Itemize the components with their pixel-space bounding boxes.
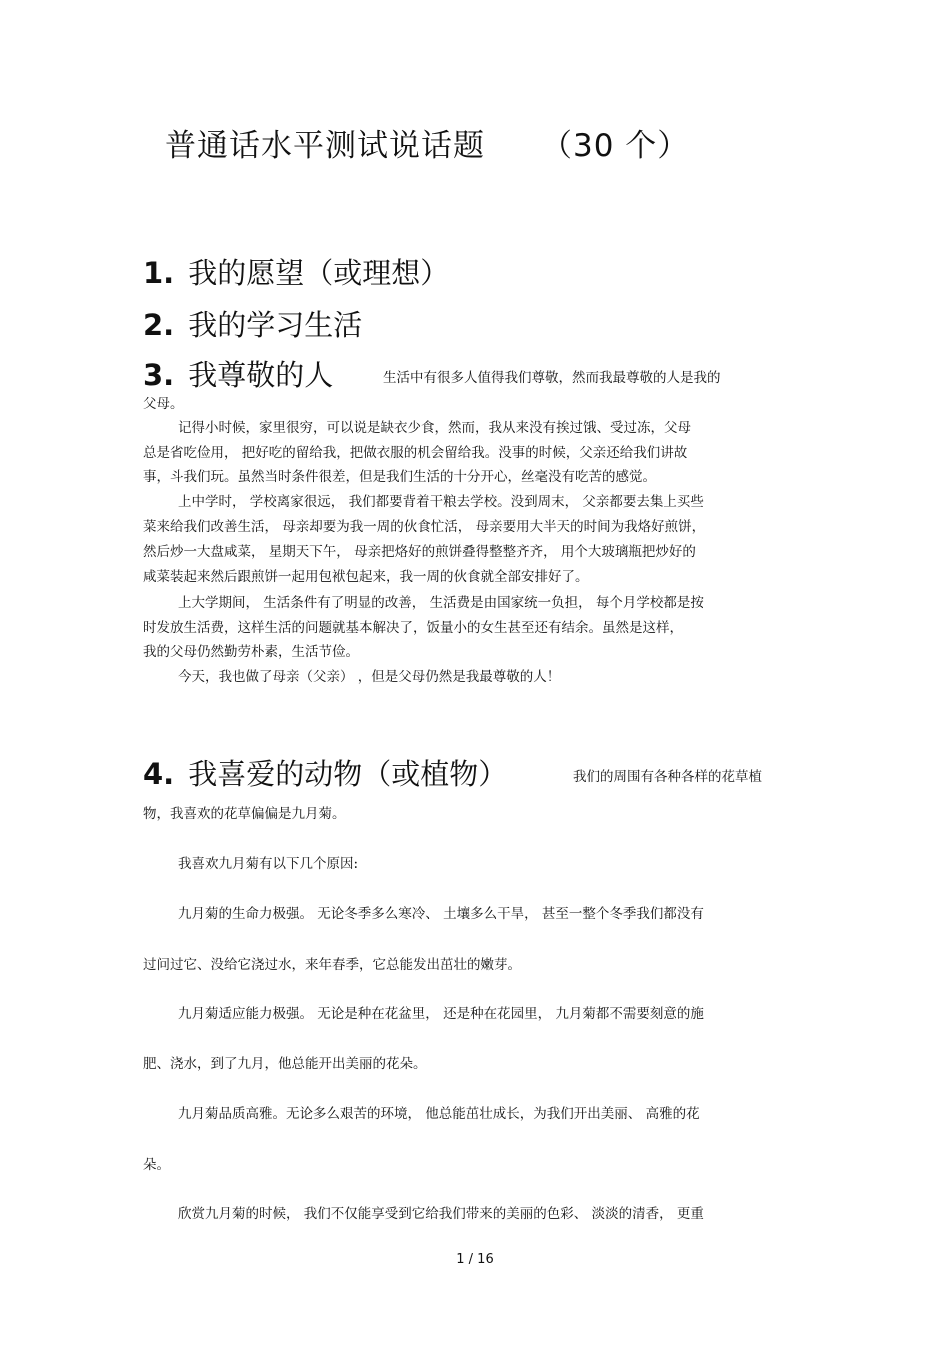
essay3-line: 我的父母仍然勤劳朴素，生活节俭。 [143,644,359,660]
essay4-line: 九月菊品质高雅。无论多么艰苦的环境， 他总能茁壮成长，为我们开出美丽、 高雅的花 [178,1106,700,1122]
essay4-line: 朵。 [143,1157,170,1173]
topic-4-lead-text: 我们的周围有各种各样的花草植 [573,769,762,785]
essay3-line: 时发放生活费，这样生活的问题就基本解决了，饭量小的女生甚至还有结余。虽然是这样， [143,620,683,636]
essay4-line: 物，我喜欢的花草偏偏是九月菊。 [143,806,346,822]
topic-heading-1: 1. 我的愿望（或理想） [143,256,450,290]
essay3-line: 今天，我也做了母亲（父亲） ，但是父母仍然是我最尊敬的人！ [178,669,561,685]
essay3-line: 上大学期间， 生活条件有了明显的改善， 生活费是由国家统一负担， 每个月学校都是按 [178,595,704,611]
essay3-line: 事，斗我们玩。虽然当时条件很差，但是我们生活的十分开心，丝毫没有吃苦的感觉。 [143,469,656,485]
essay4-line: 过问过它、没给它浇过水，来年春季，它总能发出茁壮的嫩芽。 [143,957,521,973]
essay3-line: 总是省吃俭用， 把好吃的留给我，把做衣服的机会留给我。没事的时候，父亲还给我们讲故 [143,445,688,461]
topic-heading-3: 3. 我尊敬的人 [143,358,334,392]
page-title [165,120,689,165]
essay3-line: 记得小时候，家里很穷，可以说是缺衣少食，然而，我从来没有挨过饿、受过冻，父母 [178,420,691,436]
essay4-line: 九月菊的生命力极强。 无论冬季多么寒冷、 土壤多么干旱， 甚至一整个冬季我们都没有 [178,906,704,922]
essay3-line: 父母。 [143,396,184,412]
essay4-line: 我喜欢九月菊有以下几个原因: [178,856,359,872]
page-number: 1 / 16 [456,1252,494,1267]
topic-heading-4: 4. 我喜爱的动物（或植物） [143,757,508,791]
essay4-line: 肥、浇水，到了九月，他总能开出美丽的花朵。 [143,1056,427,1072]
essay3-line: 上中学时， 学校离家很远， 我们都要背着干粮去学校。没到周末， 父亲都要去集上买些 [178,494,704,510]
essay3-line: 菜来给我们改善生活， 母亲却要为我一周的伙食忙活， 母亲要用大半天的时间为我烙好煎饼， [143,519,706,535]
essay4-line: 欣赏九月菊的时候， 我们不仅能享受到它给我们带来的美丽的色彩、 淡淡的清香， 更重 [178,1206,704,1222]
topic-3-lead-text: 生活中有很多人值得我们尊敬，然而我最尊敬的人是我的 [383,370,721,386]
title-count: （30 个） [541,128,690,164]
essay4-line: 九月菊适应能力极强。 无论是种在花盆里， 还是种在花园里， 九月菊都不需要刻意的施 [178,1006,704,1022]
title-main: 普通话水平测试说话题 [165,128,485,164]
topic-heading-2: 2. 我的学习生活 [143,308,363,342]
essay3-line: 咸菜装起来然后跟煎饼一起用包袱包起来，我一周的伙食就全部安排好了。 [143,569,589,585]
essay3-line: 然后炒一大盘咸菜， 星期天下午， 母亲把烙好的煎饼叠得整整齐齐， 用个大玻璃瓶把炒好的 [143,544,696,560]
